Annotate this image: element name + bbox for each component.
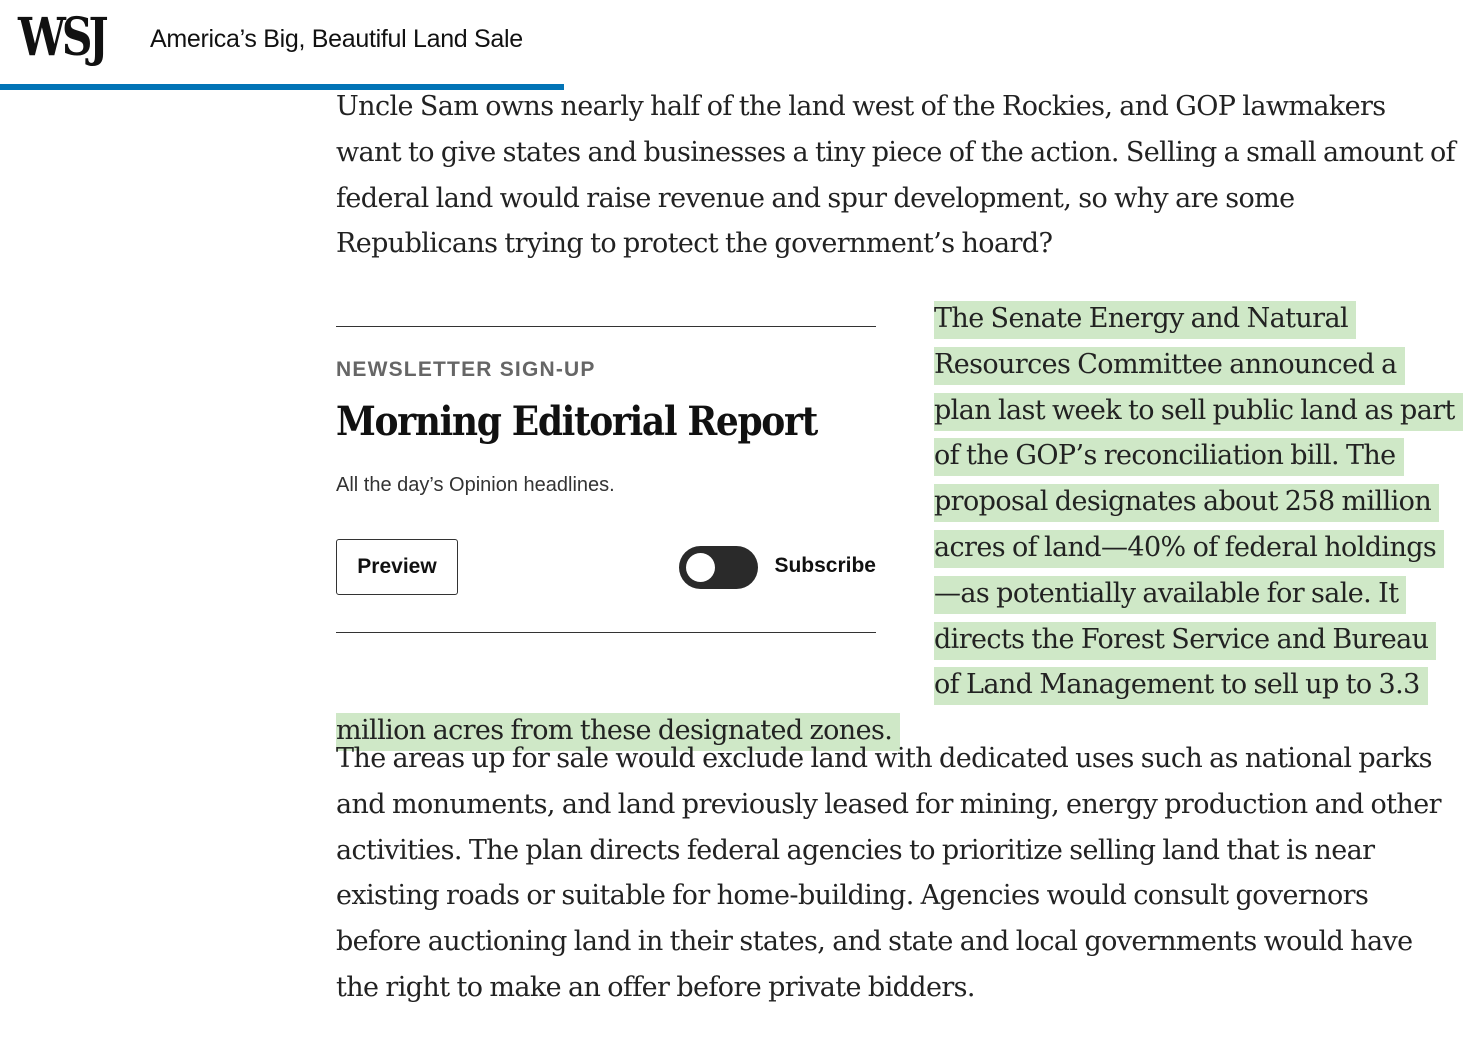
top-header bbox=[0, 0, 1483, 84]
newsletter-top-divider bbox=[336, 326, 876, 327]
newsletter-bottom-divider bbox=[336, 632, 876, 633]
subscribe-toggle[interactable] bbox=[679, 546, 758, 589]
preview-button[interactable]: Preview bbox=[336, 539, 458, 595]
article-paragraph-1: Uncle Sam owns nearly half of the land west of the Rockies, and GOP lawmakers want to give states and businesses a tiny piece of the action. Selling a small amount of federal land would raise revenue and spur development, so why are some Republicans trying to protect the government’s hoard? bbox=[336, 91, 1455, 260]
newsletter-description: All the day’s Opinion headlines. bbox=[336, 474, 615, 496]
newsletter-title: Morning Editorial Report bbox=[336, 398, 817, 445]
subscribe-label[interactable]: Subscribe bbox=[774, 554, 876, 577]
article-paragraph-2-block bbox=[336, 296, 1456, 754]
highlighted-text[interactable]: The Senate Energy and Natural Resources Committee announced a plan last week to sell public land as part of the GOP’s reconciliation bill. The proposal designates about 258 million acres of land—40% of federal holdings—as potentially available for sale. It directs the Forest Service and Bureau of Land Management to sell up to 3.3 million acres from these designated zones. bbox=[336, 301, 1463, 751]
wsj-logo[interactable]: WSJ bbox=[18, 7, 105, 68]
article-paragraph-3: The areas up for sale would exclude land with dedicated uses such as national parks and monuments, and land previously leased for mining, energy production and other activities. The plan directs federal agencies to prioritize selling land that is near existing roads or suitable for home-building. Agencies would consult governors before auctioning land in their states, and state and local governments would have the right to make an offer before private bidders. bbox=[336, 743, 1441, 1003]
article-title: America’s Big, Beautiful Land Sale bbox=[150, 25, 523, 53]
newsletter-signup bbox=[336, 296, 876, 664]
toggle-knob bbox=[686, 553, 715, 582]
newsletter-label: NEWSLETTER SIGN-UP bbox=[336, 358, 596, 381]
